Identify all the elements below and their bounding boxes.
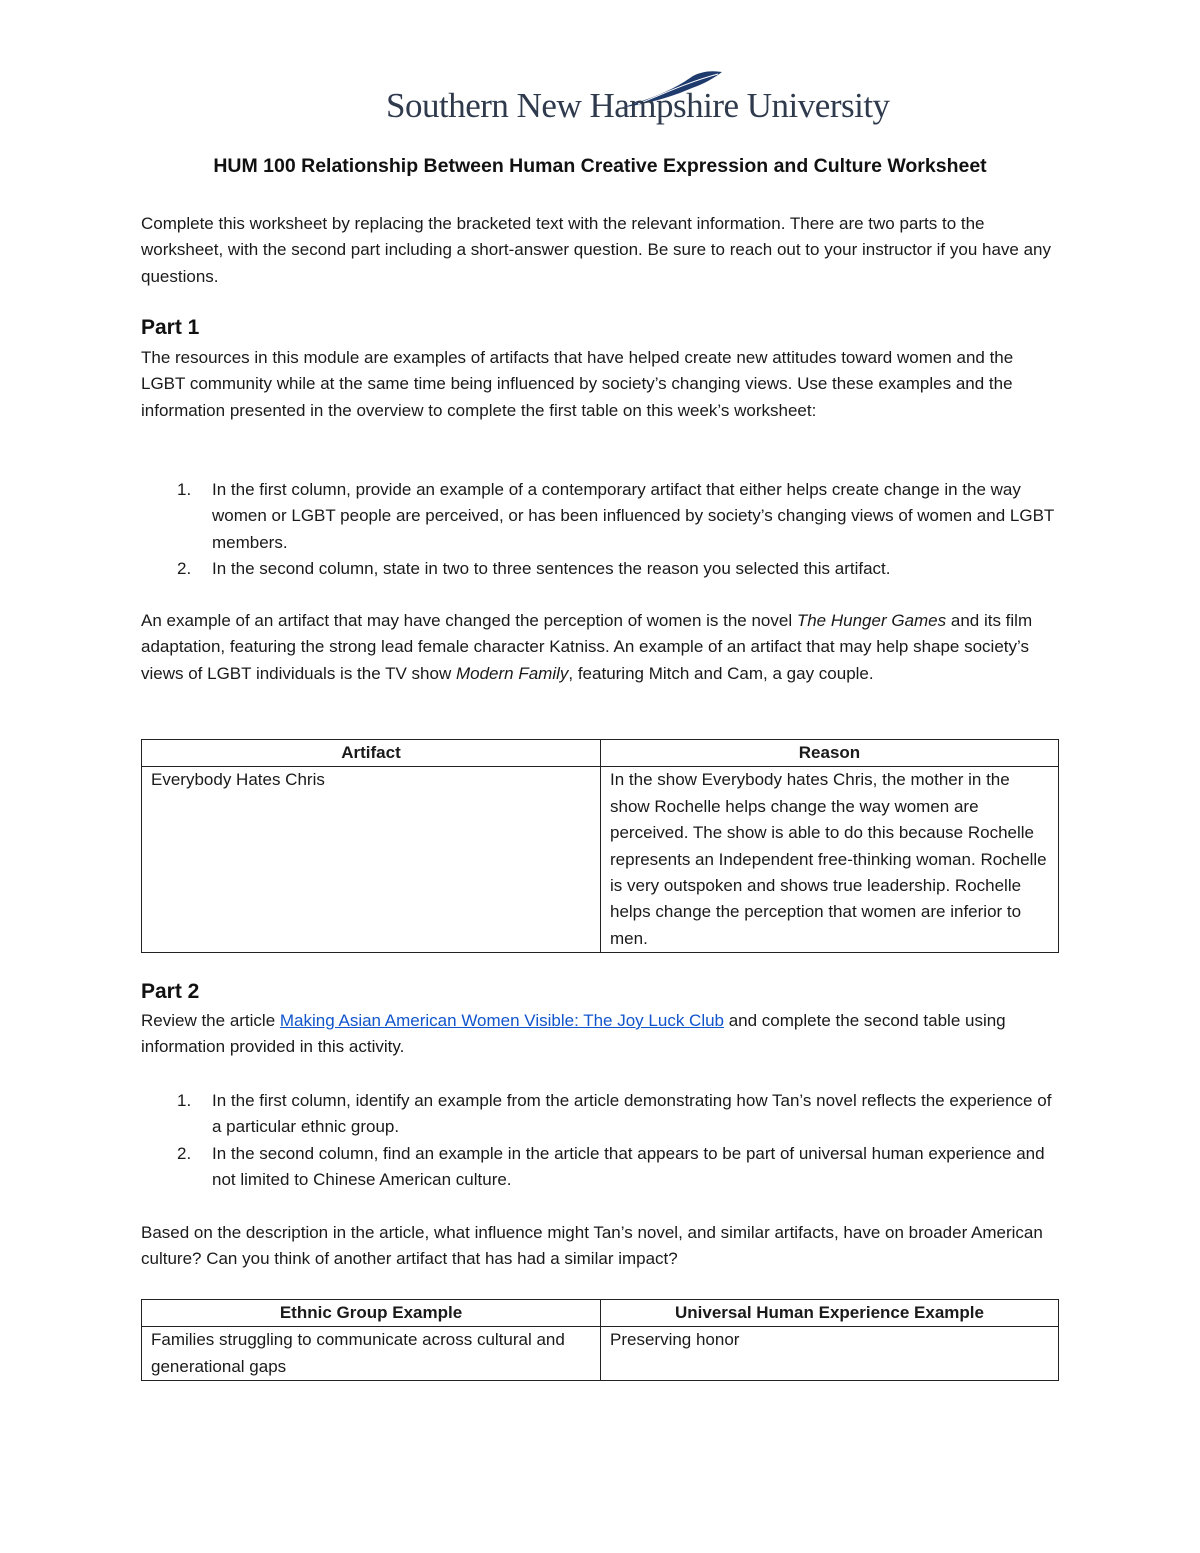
artifact-table: [141, 739, 1059, 953]
ethnic-universal-table: [141, 1299, 1059, 1381]
step-text: In the second column, state in two to three sentences the reason you selected this artifact.: [212, 559, 891, 579]
intro-paragraph: Complete this worksheet by replacing the bracketed text with the relevant information. There are two parts to the worksheet, with the second part including a short-answer question. Be sure to reach out to your instructor if you have any questions.: [141, 214, 1051, 286]
universal-experience-cell[interactable]: Preserving honor: [601, 1327, 1059, 1381]
part1-heading: Part 1: [141, 316, 200, 339]
part2-steps: [141, 1088, 1061, 1194]
page-title: HUM 100 Relationship Between Human Creative Expression and Culture Worksheet: [213, 155, 987, 177]
part1-steps: [141, 477, 1061, 583]
example-paragraph: [141, 608, 1061, 687]
column-header-artifact: Artifact: [142, 740, 601, 767]
review-text: and complete the second table using information provided in this activity.: [141, 1011, 1006, 1057]
artifact-cell[interactable]: Everybody Hates Chris: [142, 767, 601, 953]
column-header-ethnic-group: Ethnic Group Example: [142, 1300, 601, 1327]
table-row: [142, 767, 1059, 953]
list-item: [141, 477, 1061, 556]
ethnic-group-cell[interactable]: Families struggling to communicate across cultural and generational gaps: [142, 1327, 601, 1381]
step-number: 2.: [177, 1143, 192, 1163]
step-number: 1.: [177, 480, 192, 499]
step-text: In the second column, find an example in the article that appears to be part of universal human experience and not limited to Chinese American culture.: [212, 1143, 1045, 1190]
step-number: 2.: [177, 559, 192, 579]
example-text: An example of an artifact that may have changed the perception of women is the novel: [141, 611, 797, 630]
table-header-row: [142, 740, 1059, 767]
step-text: In the first column, identify an example from the article demonstrating how Tan’s novel reflects the experience of a particular ethnic group.: [212, 1091, 1052, 1137]
list-item: [141, 1088, 1061, 1141]
university-logo: [386, 70, 890, 140]
example-title-modern-family: Modern Family: [455, 663, 569, 683]
article-link[interactable]: Making Asian American Women Visible: The Joy Luck Club: [279, 1011, 724, 1030]
column-header-reason: Reason: [601, 740, 1059, 767]
step-text: In the first column, provide an example of a contemporary artifact that either helps create change in the way women or LGBT people are perceived, or has been influenced by society’s changing views of women and LGBT members.: [212, 480, 1054, 552]
column-header-universal-experience: Universal Human Experience Example: [601, 1300, 1059, 1327]
example-text: , featuring Mitch and Cam, a gay couple.: [568, 663, 874, 683]
part2-review-paragraph: [141, 1008, 1061, 1061]
part1-description: The resources in this module are examples of artifacts that have helped create new attitudes toward women and the LGBT community while at the same time being influenced by society’s changing views. Use these examples and the information presented in the overview to complete the first table on this week’s worksheet:: [141, 348, 1014, 420]
list-item: [141, 556, 1061, 582]
part2-heading: Part 2: [141, 980, 200, 1003]
example-text: and its film adaptation, featuring the strong lead female character Katniss. An example of an artifact that may help shape society’s views of LGBT individuals is the TV show: [141, 611, 1033, 683]
example-title-hunger-games: The Hunger Games: [796, 611, 947, 630]
reason-cell[interactable]: In the show Everybody hates Chris, the mother in the show Rochelle helps change the way women are perceived. The show is able to do this because Rochelle represents an Independent free-thinking woman. Rochelle is very outspoken and shows true leadership. Rochelle helps change the perception that women are inferior to men.: [601, 767, 1059, 953]
part2-question: Based on the description in the article, what influence might Tan’s novel, and similar artifacts, have on broader American culture? Can you think of another artifact that has had a similar impact?: [141, 1223, 1043, 1269]
step-number: 1.: [177, 1091, 192, 1110]
table-header-row: [142, 1300, 1059, 1327]
university-name: Southern New Hampshire University: [386, 86, 890, 125]
review-text: Review the article: [141, 1011, 280, 1030]
table-row: [142, 1327, 1059, 1381]
list-item: [141, 1141, 1061, 1194]
